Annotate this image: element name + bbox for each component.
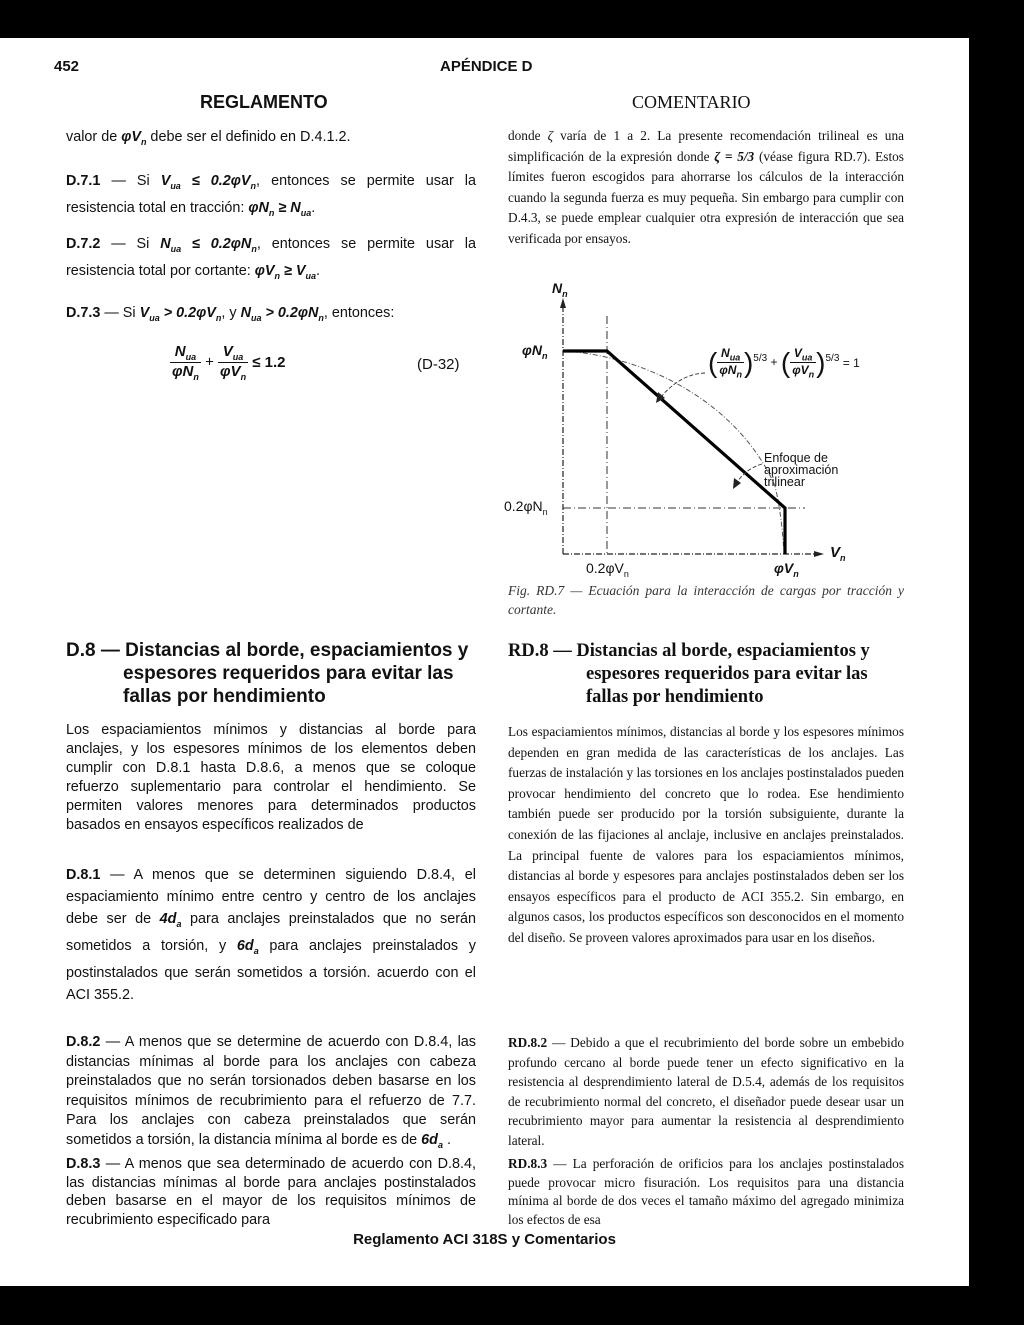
- curve-equation-label: ( $\frac{N_{ua}}{\varphi N_n}$ )$^{5/3}$ + ( $\frac{V_{ua}}{\varphi V_n}$ )$^{5/3}$ = 1: [708, 346, 860, 380]
- clause-d71: D.7.1 — Si $V_{ua} \le 0.2\varphi V_n$, entonces se permite usar la resistencia total en tracción: $\varphi N_n \ge N_{ua}$.: [66, 173, 476, 219]
- document-page: [0, 38, 969, 1286]
- paragraph-phi-vn: valor de $\varphi V_n$ debe ser el definido en D.4.1.2.: [66, 129, 351, 147]
- y-tick-02-phi-nn: $0.2\varphi N_n$: [504, 498, 548, 517]
- clause-label: RD.8.3: [508, 1156, 548, 1171]
- column-title-comentario: COMENTARIO: [632, 92, 751, 112]
- equation-d32: $\frac{N_{ua}}{\varphi N_n}$ + $\frac{V_{ua}}{\varphi V_n}$ ≤ 1.2: [172, 343, 286, 382]
- x-tick-phi-vn: $\varphi V_n$: [774, 560, 799, 579]
- clause-d81: D.8.1 — A menos que se determinen siguiendo D.8.4, el espaciamiento mínimo entre centro y centro de los anclajes debe ser de $4d_a$ para anclajes preinstalados que no serán sometidos a torsión, y $6d_a$ para anclajes preinstalados y postinstalados que serán sometidos a torsión. acuerdo con el ACI 355.2.: [66, 867, 476, 1003]
- figure-rd7-interaction-diagram: [500, 280, 880, 586]
- equation-number: (D-32): [417, 356, 460, 373]
- y-axis-label: $N_n$: [552, 280, 568, 299]
- clause-d83: D.8.3 — A menos que sea determinado de acuerdo con D.8.4, las distancias mínimas al borde para anclajes postinstalados deben basarse en el mayor de los requisitos mínimos de recubrimiento especificado para: [66, 1156, 476, 1228]
- fraction-v: $\frac{V_{ua}}{\varphi V_n}$: [220, 343, 247, 382]
- clause-label: D.7.2: [66, 236, 101, 252]
- commentary-rd8-intro: Los espaciamientos mínimos, distancias al borde y los espesores mínimos dependen en gran medida de las características de los anclajes. Las fuerzas de instalación y las torsiones en los anclajes postinstalados pueden provocar hendimiento del concreto que lo rodea. Ese hendimiento también puede ser producido por la torsión subsiguiente, durante la conexión de las fijaciones al anclaje, inclusive en anclajes preinstalados. La principal fuente de valores para los espaciamientos mínimos, distancias al borde y espesores para anclajes postinstalados deben ser los ensayos específicos para el producto de ACI 355.2. Sin embargo, en algunos casos, los productos específicos son desconocidos en el momento del diseño. Se proveen valores aproximados para usar en los diseños.: [508, 724, 904, 945]
- clause-label: D.8.2: [66, 1034, 101, 1050]
- interaction-chart: [500, 286, 880, 586]
- clause-label: D.7.3: [66, 305, 101, 321]
- commentary-rd83: RD.8.3 — La perforación de orificios para los anclajes postinstalados puede provocar micro fisuración. Los requisitos para una distancia mínima al borde de dos veces el tamaño máximo del agregado minimiza los efectos de esa: [508, 1156, 904, 1227]
- x-tick-02-phi-vn: $0.2\varphi V_n$: [586, 560, 629, 579]
- fraction-n: $\frac{N_{ua}}{\varphi N_n}$: [172, 343, 199, 382]
- figure-caption: Fig. RD.7 — Ecuación para la interacción de cargas por tracción y cortante.: [508, 583, 904, 617]
- clause-d73: D.7.3 — Si $V_{ua} > 0.2\varphi V_n$, y $N_{ua} > 0.2\varphi N_n$, entonces:: [66, 305, 395, 323]
- section-heading-rd8: RD.8 — Distancias al borde, espaciamientos y espesores requeridos para evitar las fallas por hendimiento: [508, 641, 870, 707]
- page-footer: Reglamento ACI 318S y Comentarios: [353, 1231, 616, 1248]
- clause-d72: D.7.2 — Si $N_{ua} \le 0.2\varphi N_n$, entonces se permite usar la resistencia total por cortante: $\varphi V_n \ge V_{ua}$.: [66, 236, 477, 282]
- clause-label: D.8.1: [66, 867, 101, 883]
- section-heading-d8: D.8 — Distancias al borde, espaciamientos y espesores requeridos para evitar las fallas por hendimiento: [66, 640, 469, 707]
- commentary-rd82: RD.8.2 — Debido a que el recubrimiento del borde sobre un embebido profundo cercano al borde puede tener un efecto significativo en la resistencia al desprendimiento lateral de D.5.4, además de los requisitos de recubrimiento normal del concreto, el diseñador puede desear usar un recubrimiento mayor para aumentar la resistencia al desprendimiento lateral.: [508, 1035, 904, 1148]
- clause-d82: D.8.2 — A menos que se determine de acuerdo con D.8.4, las distancias mínimas al borde para los anclajes con cabeza preinstalados que no serán torsionados deben basarse en los requisitos mínimos de recubrimiento para el refuerzo de 7.7. Para los anclajes con cabeza preinstalados que serán sometidos a torsión, la distancia mínima al borde es de $6d_a$ .: [66, 1034, 476, 1150]
- clause-label: D.8.3: [66, 1156, 101, 1172]
- x-axis-label: $V_n$: [830, 544, 846, 563]
- paragraph-d8-intro: Los espaciamientos mínimos y distancias al borde para anclajes, y los espesores mínimos de los elementos deben cumplir con D.8.1 hasta D.8.6, a menos que se coloque refuerzo suplementario para controlar el hendimiento. Se permiten valores menores para determinados productos basados en ensayos específicos realizados de: [66, 722, 476, 833]
- trilinear-approach-label: Enfoque de aproximación trilinear: [764, 451, 839, 489]
- chapter-title: APÉNDICE D: [440, 58, 533, 75]
- commentary-paragraph-zeta: donde ζ varía de 1 a 2. La presente recomendación trilineal es una simplificación de la expresión donde ζ = 5/3 (véase figura RD.7). Estos límites fueron escogidos para ahorrarse los cálculos de la interacción cuando la segunda fuerza es muy pequeña. Sin embargo para cumplir con D.4.3, se puede emplear cualquier otra expresión de interacción que sea verificada por ensayos.: [508, 128, 904, 246]
- page-number: 452: [54, 58, 80, 75]
- column-title-reglamento: REGLAMENTO: [200, 92, 328, 112]
- clause-label: RD.8.2: [508, 1035, 548, 1050]
- clause-label: D.7.1: [66, 173, 101, 189]
- y-tick-phi-nn: $\varphi N_n$: [522, 342, 548, 361]
